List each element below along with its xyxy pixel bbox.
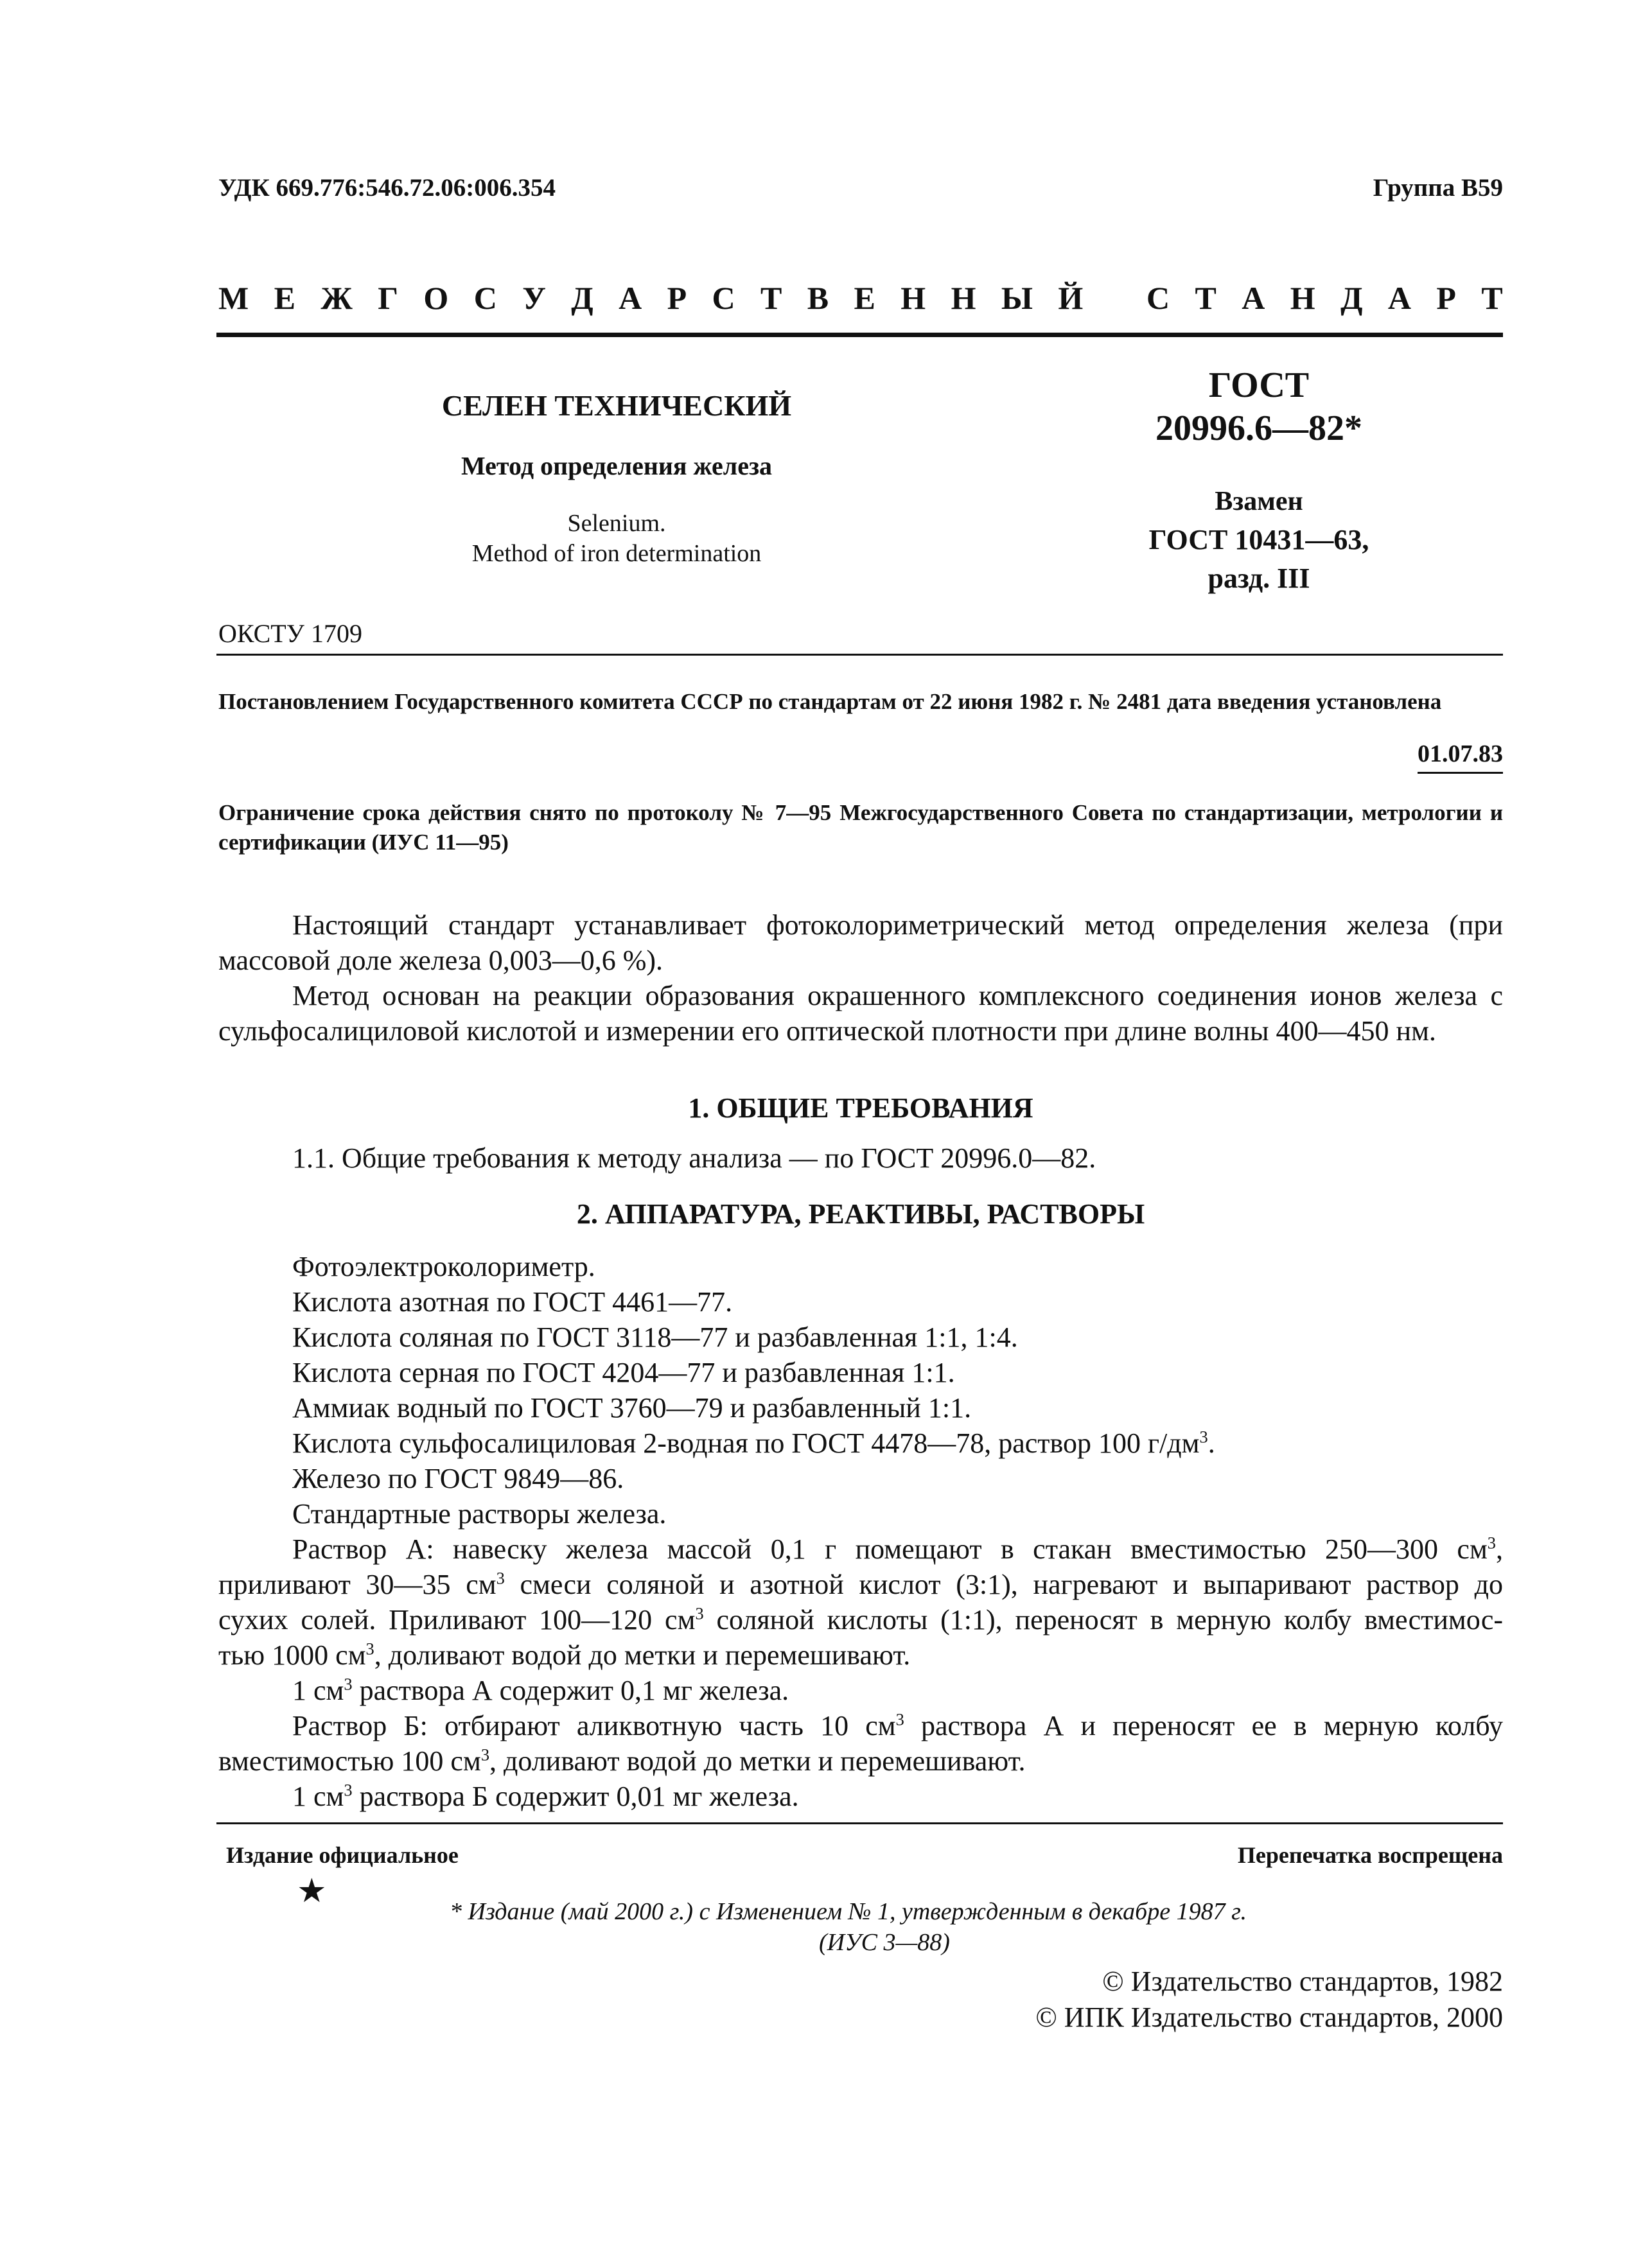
group-code: Группа В59 [1373,174,1503,202]
banner-letter: С [473,280,497,316]
reagent-item: Кислота соляная по ГОСТ 3118—77 и разбавленная 1:1, 1:4. [292,1322,1018,1353]
interstate-standard-banner [218,279,1503,317]
text-fragment: тью 1000 см [218,1639,366,1671]
text-fragment: смеси соляной и азотной кислот (3:1), нагревают и выпаривают раствор до [504,1569,1503,1600]
reprint-prohibited-label: Перепечатка воспрещена [1237,1842,1503,1868]
banner-rule [216,333,1503,337]
superscript: 3 [344,1780,353,1800]
text-fragment: раствора А и переносят ее в мерную колбу [904,1710,1504,1741]
superscript: 3 [1487,1533,1496,1553]
superscript: 3 [695,1603,704,1623]
copyright-2000: © ИПК Издательство стандартов, 2000 [1035,2002,1503,2033]
solution-a-line [218,1602,1503,1637]
banner-letter: У [522,280,546,316]
replaces-label: Взамен [1215,487,1303,516]
banner-letter: Н [951,280,976,316]
text-fragment: , доливают водой до метки и перемешивают. [489,1745,1026,1777]
section-1-title: 1. ОБЩИЕ ТРЕБОВАНИЯ [688,1092,1033,1124]
superscript: 3 [895,1709,904,1729]
banner-letter: Н [900,280,926,316]
text-fragment: Раствор Б: отбирают аликвотную часть 10 см [292,1710,896,1741]
text-fragment: приливают 30—35 см [218,1569,496,1600]
document-title: СЕЛЕН ТЕХНИЧЕСКИЙ [441,389,792,422]
solution-a-line [218,1637,1503,1673]
superscript: 3 [496,1568,505,1588]
star-icon: ★ [297,1873,327,1910]
banner-letter: Г [378,280,398,316]
reagent-item-iron: Железо по ГОСТ 9849—86. [292,1463,624,1494]
superscript: 3 [365,1639,374,1659]
banner-letter: А [619,280,642,316]
text-fragment: 1 см [292,1675,344,1706]
banner-letter: В [807,280,829,316]
banner-letter: Е [274,280,295,316]
document-subtitle: Метод определения железа [461,451,773,480]
official-edition-label: Издание официальное [226,1842,459,1868]
superscript: 3 [480,1745,490,1765]
gost-number: 20996.6—82* [1155,408,1362,448]
intro [218,907,1503,1049]
banner-letter: Р [1436,280,1456,316]
solution-a-paragraph [218,1531,1503,1673]
text-fragment: раствора Б содержит 0,01 мг железа. [352,1781,799,1812]
banner-letter: Д [571,280,593,316]
footer-rule [216,1822,1503,1824]
banner-letter: А [1387,280,1411,316]
text-fragment: 1 см [292,1781,344,1812]
banner-letter: О [423,280,449,316]
reagent-item: Аммиак водный по ГОСТ 3760—79 и разбавленный 1:1. [292,1392,972,1424]
header-rule [216,654,1503,656]
banner-letter: Й [1058,280,1084,316]
replaces-document: ГОСТ 10431—63, [1148,524,1369,555]
text-fragment: раствора А содержит 0,1 мг железа. [352,1675,789,1706]
banner-letter: Д [1340,280,1363,316]
section-2-title: 2. АППАРАТУРА, РЕАКТИВЫ, РАСТВОРЫ [576,1198,1145,1230]
reagent-item: Фотоэлектроколориметр. [292,1251,595,1282]
udk-code: УДК 669.776:546.72.06:006.354 [218,174,556,202]
english-title-line-2: Method of iron determination [471,540,762,567]
banner-letter: С [712,280,735,316]
banner-letter: Е [854,280,875,316]
limitation-note: Ограничение срока действия снято по протоколу № 7—95 Межгосударственного Совета по стандартизации, метрологии и сертификации (ИУС 11—95) [218,800,1503,855]
decree-date: 01.07.83 [1418,740,1503,774]
reagent-item-sulfosalicylic [218,1426,1503,1461]
banner-letter: Н [1290,280,1315,316]
edition-ius: (ИУС 3—88) [819,1929,950,1956]
text-fragment: Раствор А: навеску железа массой 0,1 г помещают в стакан вместимостью 250—300 см [292,1533,1488,1565]
banner-letter: А [1242,280,1265,316]
reagent-item: Кислота серная по ГОСТ 4204—77 и разбавленная 1:1. [292,1357,955,1388]
gost-label: ГОСТ [1208,365,1310,405]
replaces-section: разд. III [1208,563,1310,594]
text-fragment: сухих солей. Приливают 100—120 см [218,1604,696,1636]
english-title-line-1: Selenium. [567,510,666,537]
superscript: 3 [1199,1427,1208,1447]
banner-letter: С [1146,280,1170,316]
banner-letter: Р [667,280,687,316]
superscript: 3 [344,1674,353,1694]
solution-a-line [218,1531,1503,1567]
section-2-body [218,1249,1503,1814]
banner-letter: Т [1195,280,1217,316]
text-fragment: , [1496,1533,1503,1565]
intro-paragraph-2: Метод основан на реакции образования окрашенного комплексного соединения ионов железа с сульфосалициловой кислотой и измерении его оптической плотности при длине волны 400—450 нм. [218,980,1503,1047]
banner-letter: М [218,280,249,316]
solution-b-line [218,1743,1503,1779]
standard-solutions-heading: Стандартные растворы железа. [292,1498,667,1530]
okstu-code: ОКСТУ 1709 [218,619,363,648]
text-fragment: Кислота сульфосалициловая 2-водная по ГОСТ 4478—78, раствор 100 г/дм [292,1427,1200,1459]
text-fragment: соляной кислоты (1:1), переносят в мерную колбу вместимос- [703,1604,1503,1636]
text-fragment: вместимостью 100 см [218,1745,481,1777]
edition-note: * Издание (май 2000 г.) с Изменением № 1, утвержденным в декабре 1987 г. [450,1898,1247,1925]
section-1-item: 1.1. Общие требования к методу анализа — по ГОСТ 20996.0—82. [292,1142,1096,1174]
banner-letter: Т [1481,280,1503,316]
solution-b-content [218,1779,1503,1814]
reagent-item: Кислота азотная по ГОСТ 4461—77. [292,1286,733,1318]
banner-letter: Ы [1001,280,1033,316]
solution-b-paragraph [218,1708,1503,1779]
banner-letter: Т [760,280,782,316]
text-fragment: , доливают водой до метки и перемешивают. [374,1639,911,1671]
solution-a-content [218,1673,1503,1708]
solution-b-line [218,1708,1503,1743]
decree-text: Постановлением Государственного комитета СССР по стандартам от 22 июня 1982 г. № 2481 дата введения установлена [218,689,1442,714]
banner-letter: Ж [321,280,353,316]
intro-paragraph-1: Настоящий стандарт устанавливает фотоколориметрический метод определения железа (при массовой доле железа 0,003—0,6 %). [218,909,1503,976]
text-fragment: . [1208,1427,1215,1459]
solution-a-line [218,1567,1503,1602]
copyright-1982: © Издательство стандартов, 1982 [1102,1966,1503,1997]
